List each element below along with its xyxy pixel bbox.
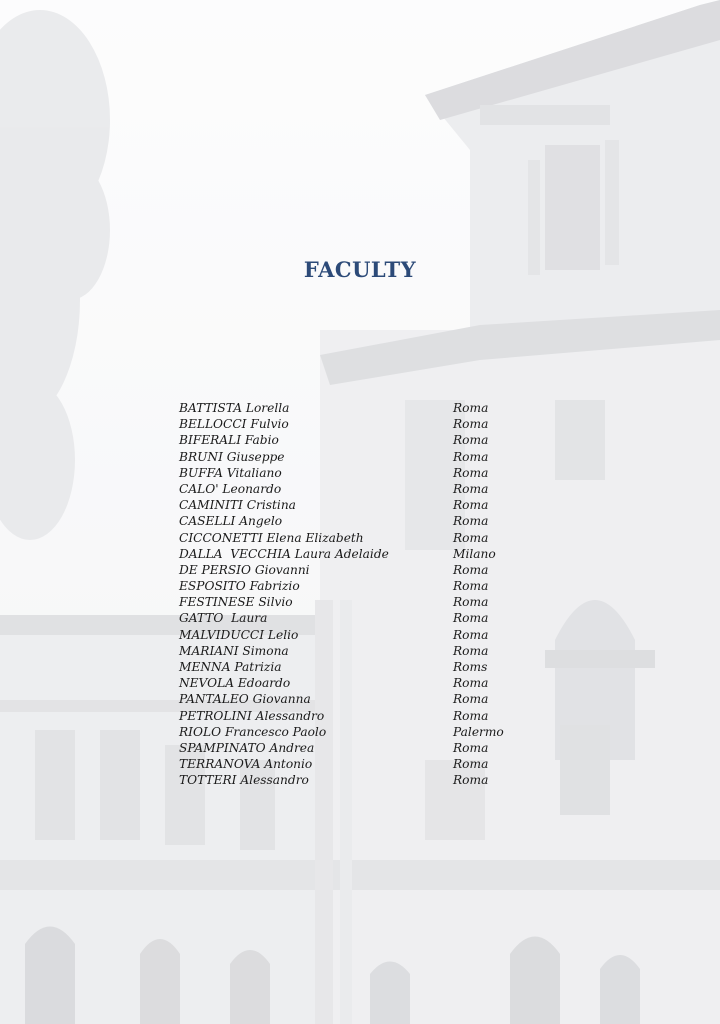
faculty-city: Roma xyxy=(453,417,489,432)
faculty-row xyxy=(179,530,539,546)
faculty-city: Roma xyxy=(453,627,489,642)
faculty-city: Roma xyxy=(453,708,489,723)
faculty-name: NEVOLA Edoardo xyxy=(179,676,291,691)
faculty-name: MARIANI Simona xyxy=(179,643,289,658)
faculty-city: Roma xyxy=(453,498,489,513)
faculty-city: Roma xyxy=(453,579,489,594)
faculty-name: BRUNI Giuseppe xyxy=(179,449,285,464)
faculty-city: Roma xyxy=(453,465,489,480)
faculty-row xyxy=(179,610,539,626)
faculty-name: CICCONETTI Elena Elizabeth xyxy=(179,530,364,545)
faculty-city: Roma xyxy=(453,530,489,545)
faculty-name: PANTALEO Giovanna xyxy=(179,692,311,707)
faculty-name: RIOLO Francesco Paolo xyxy=(179,724,327,739)
faculty-row xyxy=(179,449,539,465)
faculty-name: CAMINITI Cristina xyxy=(179,498,296,513)
faculty-name: MALVIDUCCI Lelio xyxy=(179,627,299,642)
faculty-city: Roma xyxy=(453,481,489,496)
faculty-name: PETROLINI Alessandro xyxy=(179,708,325,723)
faculty-row xyxy=(179,772,539,788)
faculty-city: Roma xyxy=(453,773,489,788)
faculty-city: Roma xyxy=(453,740,489,755)
faculty-name: BELLOCCI Fulvio xyxy=(179,417,289,432)
faculty-row xyxy=(179,562,539,578)
faculty-city: Milano xyxy=(453,546,496,561)
faculty-city: Roma xyxy=(453,757,489,772)
faculty-name: TOTTERI Alessandro xyxy=(179,773,309,788)
faculty-row xyxy=(179,481,539,497)
faculty-name: GATTO Laura xyxy=(179,611,268,626)
faculty-row xyxy=(179,513,539,529)
faculty-name: BUFFA Vitaliano xyxy=(179,465,282,480)
faculty-city: Roma xyxy=(453,595,489,610)
faculty-name: BATTISTA Lorella xyxy=(179,401,290,415)
faculty-row xyxy=(179,691,539,707)
faculty-row xyxy=(179,594,539,610)
faculty-row xyxy=(179,708,539,724)
faculty-row xyxy=(179,416,539,432)
faculty-city: Roma xyxy=(453,643,489,658)
faculty-row xyxy=(179,400,539,416)
faculty-row xyxy=(179,497,539,513)
faculty-city: Palermo xyxy=(453,724,504,739)
page-title: FACULTY xyxy=(303,257,417,282)
faculty-city: Roma xyxy=(453,433,489,448)
faculty-city: Roma xyxy=(453,676,489,691)
faculty-row xyxy=(179,740,539,756)
faculty-name: FESTINESE Silvio xyxy=(179,595,293,610)
faculty-row xyxy=(179,465,539,481)
faculty-city: Roma xyxy=(453,514,489,529)
faculty-row xyxy=(179,724,539,740)
faculty-row xyxy=(179,578,539,594)
faculty-name: CALO' Leonardo xyxy=(179,481,282,496)
faculty-city: Roma xyxy=(453,562,489,577)
faculty-name: CASELLI Angelo xyxy=(179,514,283,529)
faculty-name: ESPOSITO Fabrizio xyxy=(179,579,300,594)
faculty-row xyxy=(179,643,539,659)
faculty-row xyxy=(179,756,539,772)
faculty-row xyxy=(179,546,539,562)
faculty-city: Roma xyxy=(453,401,489,415)
faculty-city: Roma xyxy=(453,449,489,464)
faculty-name: DE PERSIO Giovanni xyxy=(179,562,310,577)
faculty-name: SPAMPINATO Andrea xyxy=(179,740,315,755)
faculty-city: Roms xyxy=(453,660,488,674)
faculty-name: MENNA Patrizia xyxy=(179,660,282,674)
faculty-row xyxy=(179,432,539,448)
faculty-row xyxy=(179,659,539,675)
faculty-list xyxy=(179,400,539,789)
faculty-name: TERRANOVA Antonio xyxy=(179,757,313,772)
faculty-city: Roma xyxy=(453,692,489,707)
faculty-city: Roma xyxy=(453,611,489,626)
faculty-row xyxy=(179,675,539,691)
faculty-row xyxy=(179,627,539,643)
faculty-name: DALLA VECCHIA Laura Adelaide xyxy=(179,546,389,561)
faculty-name: BIFERALI Fabio xyxy=(179,433,279,448)
